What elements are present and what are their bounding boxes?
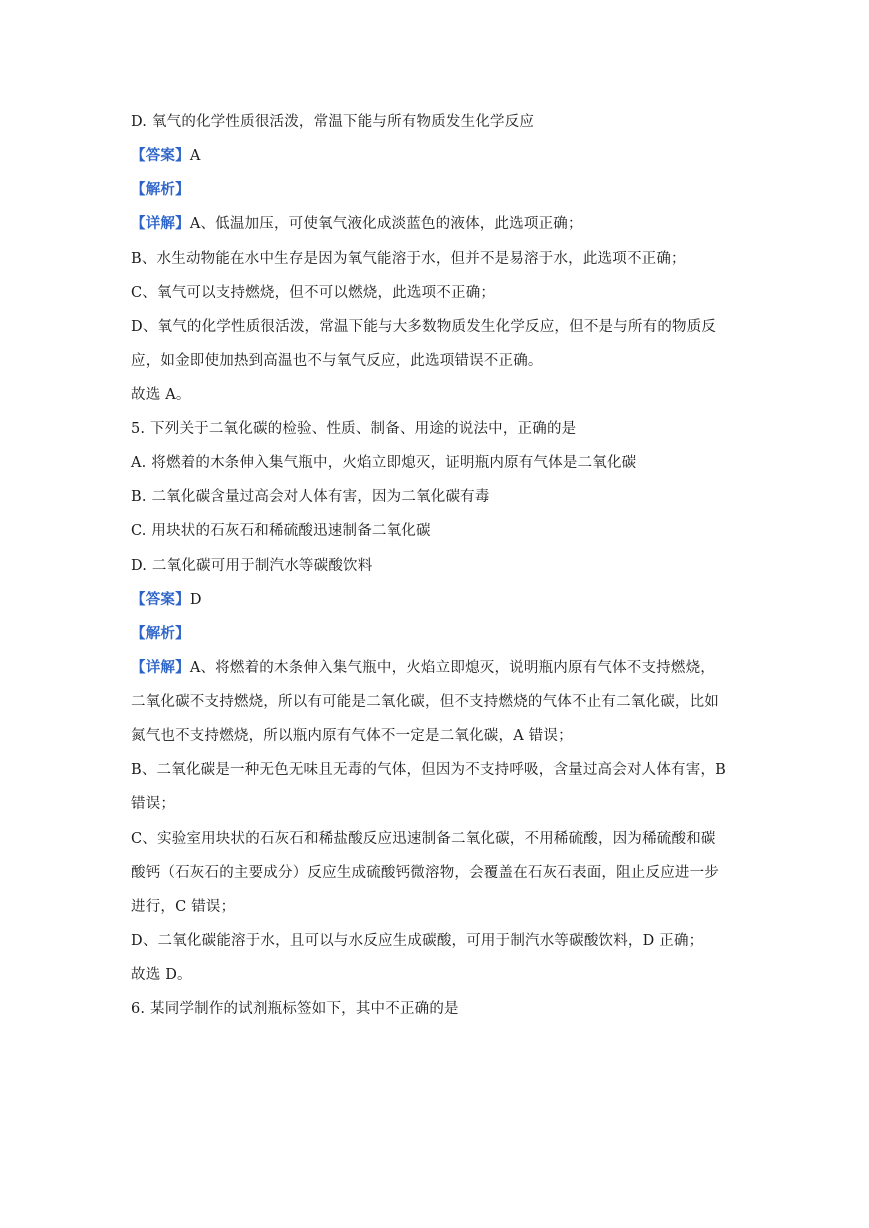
q4-option-d: D. 氧气的化学性质很活泼，常温下能与所有物质发生化学反应 bbox=[131, 114, 535, 130]
answer-value: A bbox=[189, 148, 201, 164]
q5-stem: 5. 下列关于二氧化碳的检验、性质、制备、用途的说法中，正确的是 bbox=[131, 421, 577, 437]
detail-text: A、将燃着的木条伸入集气瓶中，火焰立即熄灭，说明瓶内原有气体不支持燃烧， bbox=[189, 660, 715, 676]
q4-analysis-heading bbox=[131, 180, 751, 200]
q5-option-d: D. 二氧化碳可用于制汽水等碳酸饮料 bbox=[131, 558, 373, 574]
q5-option-a: A. 将燃着的木条伸入集气瓶中，火焰立即熄灭，证明瓶内原有气体是二氧化碳 bbox=[131, 455, 637, 471]
q5-detail-line-3: 氮气也不支持燃烧，所以瓶内原有气体不一定是二氧化碳，A 错误； bbox=[131, 728, 573, 744]
analysis-tag: 【解析】 bbox=[131, 181, 190, 198]
q5-detail-line-2: 二氧化碳不支持燃烧，所以有可能是二氧化碳，但不支持燃烧的气体不止有二氧化碳，比如 bbox=[131, 694, 719, 710]
q5-detail-line-5: 错误； bbox=[131, 796, 176, 812]
detail-tag: 【详解】 bbox=[131, 215, 190, 232]
q5-analysis-heading bbox=[131, 624, 751, 644]
detail-text: A、低温加压，可使氧气液化成淡蓝色的液体，此选项正确； bbox=[189, 216, 583, 232]
q4-detail-line-4: D、氧气的化学性质很活泼，常温下能与大多数物质发生化学反应，但不是与所有的物质反 bbox=[131, 319, 717, 335]
q5-detail-line-8: 进行，C 错误； bbox=[131, 899, 236, 915]
q5-detail-line-1 bbox=[131, 658, 751, 678]
q4-detail-line-5: 应，如金即使加热到高温也不与氧气反应，此选项错误不正确。 bbox=[131, 353, 543, 369]
q5-conclusion: 故选 D。 bbox=[131, 967, 192, 983]
q4-answer bbox=[131, 146, 751, 166]
q6-stem: 6. 某同学制作的试剂瓶标签如下，其中不正确的是 bbox=[131, 1001, 459, 1017]
q4-conclusion: 故选 A。 bbox=[131, 387, 191, 403]
answer-value: D bbox=[189, 592, 202, 608]
q4-detail-line-2: B、水生动物能在水中生存是因为氧气能溶于水，但并不是易溶于水，此选项不正确； bbox=[131, 251, 686, 267]
q5-detail-line-4: B、二氧化碳是一种无色无味且无毒的气体，但因为不支持呼吸，含量过高会对人体有害，B bbox=[131, 762, 727, 778]
analysis-tag: 【解析】 bbox=[131, 625, 190, 642]
answer-tag: 【答案】 bbox=[131, 147, 190, 164]
q5-detail-line-7: 酸钙（石灰石的主要成分）反应生成硫酸钙微溶物，会覆盖在石灰石表面，阻止反应进一步 bbox=[131, 865, 719, 881]
q5-option-c: C. 用块状的石灰石和稀硫酸迅速制备二氧化碳 bbox=[131, 523, 431, 539]
answer-tag: 【答案】 bbox=[131, 591, 190, 608]
q4-detail-line-1 bbox=[131, 214, 751, 234]
detail-tag: 【详解】 bbox=[131, 659, 190, 676]
q4-detail-line-3: C、氧气可以支持燃烧，但不可以燃烧，此选项不正确； bbox=[131, 285, 496, 301]
q5-detail-line-9: D、二氧化碳能溶于水，且可以与水反应生成碳酸，可用于制汽水等碳酸饮料，D 正确； bbox=[131, 933, 704, 949]
q5-answer bbox=[131, 590, 751, 610]
q5-option-b: B. 二氧化碳含量过高会对人体有害，因为二氧化碳有毒 bbox=[131, 489, 490, 505]
q5-detail-line-6: C、实验室用块状的石灰石和稀盐酸反应迅速制备二氧化碳，不用稀硫酸，因为稀硫酸和碳 bbox=[131, 831, 716, 847]
